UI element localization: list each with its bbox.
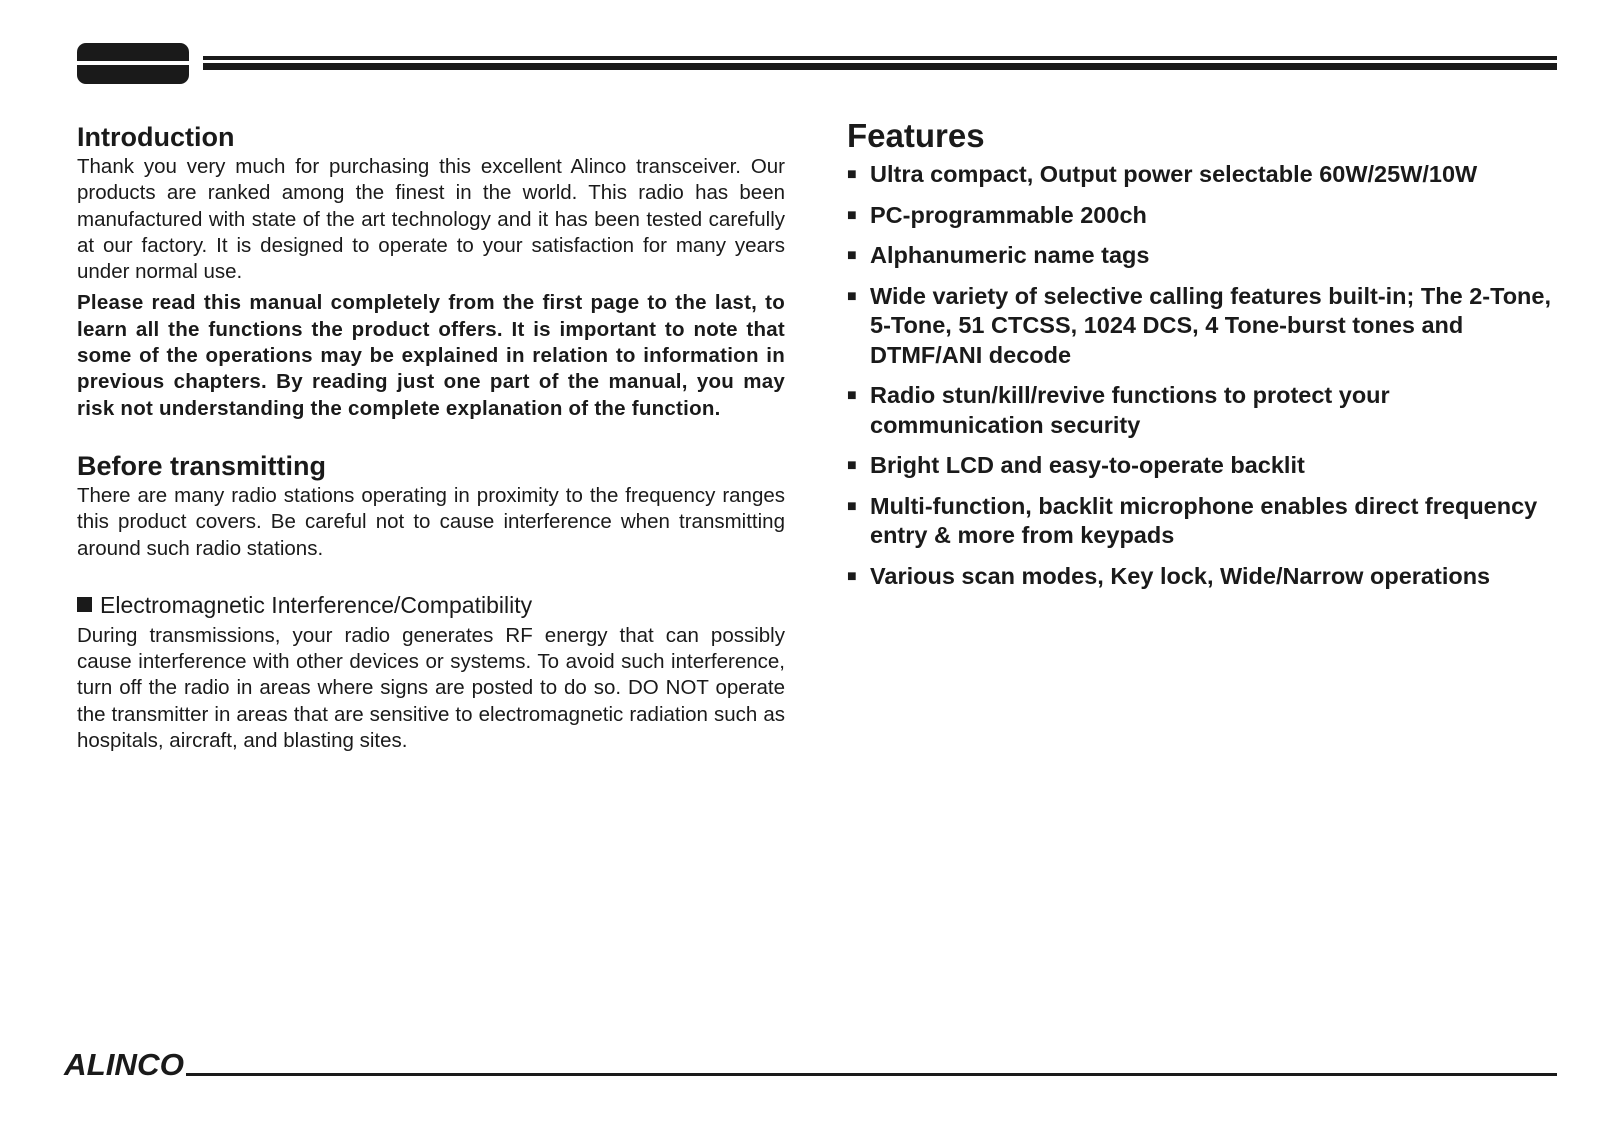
left-column — [77, 120, 785, 754]
features-heading: Features — [847, 117, 985, 154]
square-bullet-icon: ■ — [847, 166, 857, 183]
introduction-body: Thank you very much for purchasing this excellent Alinco transceiver. Our products are ranked among the finest in the world. This radio has been manufactured with state of the art technology and it has been tested carefully at our factory. It is designed to operate to your satisfaction for many years under normal use. — [77, 155, 785, 284]
square-bullet-icon: ■ — [847, 206, 857, 224]
feature-text: Wide variety of selective calling features built-in; The 2-Tone, 5-Tone, 51 CTCSS, 1024 DCS, 4 Tone-burst tones and DTMF/ANI decode — [870, 282, 1552, 368]
before-transmitting-section — [77, 449, 785, 562]
square-bullet-icon: ■ — [847, 567, 857, 585]
right-column — [847, 116, 1567, 602]
features-list — [847, 160, 1567, 591]
feature-text: Alphanumeric name tags — [870, 242, 1150, 268]
introduction-section — [77, 120, 785, 422]
emi-heading: Electromagnetic Interference/Compatibility — [100, 591, 533, 618]
footer-rule — [186, 1073, 1557, 1076]
alinco-logo-text: ALINCO — [62, 1048, 184, 1080]
feature-item — [847, 562, 1567, 592]
feature-text: Radio stun/kill/revive functions to protect your communication security — [870, 382, 1390, 438]
feature-text: PC-programmable 200ch — [870, 201, 1147, 228]
feature-item — [847, 160, 1567, 190]
square-bullet-icon: ■ — [847, 497, 857, 515]
before-transmitting-body: There are many radio stations operating in proximity to the frequency ranges this product covers. Be careful not to cause interference when transmitting around such radio stations. — [77, 483, 785, 560]
feature-text: Ultra compact, Output power selectable 60W/25W/10W — [870, 161, 1478, 187]
header-tab-ornament — [77, 43, 189, 84]
square-bullet-icon: ■ — [847, 457, 857, 474]
before-transmitting-heading: Before transmitting — [77, 450, 327, 481]
emi-section — [77, 590, 785, 754]
emi-heading-row — [77, 590, 785, 620]
feature-item — [847, 241, 1567, 271]
feature-item — [847, 381, 1567, 440]
introduction-heading: Introduction — [77, 122, 235, 152]
feature-item — [847, 492, 1567, 551]
feature-item — [847, 451, 1567, 481]
alinco-logo — [62, 1048, 188, 1080]
header-double-rule — [203, 56, 1557, 70]
read-manual-notice: Please read this manual completely from the first page to the last, to learn all the functions the product offers. It is important to note that some of the operations may be explained in relation to information in previous chapters. By reading just one part of the manual, you may risk not understanding the complete explanation of the function. — [77, 291, 785, 420]
feature-text: Bright LCD and easy-to-operate backlit — [870, 452, 1305, 478]
feature-item — [847, 282, 1567, 371]
square-bullet-icon — [77, 597, 92, 612]
feature-text: Multi-function, backlit microphone enables direct frequency entry & more from keypads — [870, 492, 1538, 548]
feature-item — [847, 201, 1567, 231]
square-bullet-icon: ■ — [847, 287, 857, 305]
square-bullet-icon: ■ — [847, 387, 857, 404]
square-bullet-icon: ■ — [847, 247, 857, 264]
emi-body: During transmissions, your radio generates RF energy that can possibly cause interference with other devices or systems. To avoid such interference, turn off the radio in areas where signs are posted to do so. DO NOT operate the transmitter in areas that are sensitive to electromagnetic radiation such as hospitals, aircraft, and blasting sites. — [77, 623, 785, 753]
feature-text: Various scan modes, Key lock, Wide/Narrow operations — [870, 562, 1491, 589]
